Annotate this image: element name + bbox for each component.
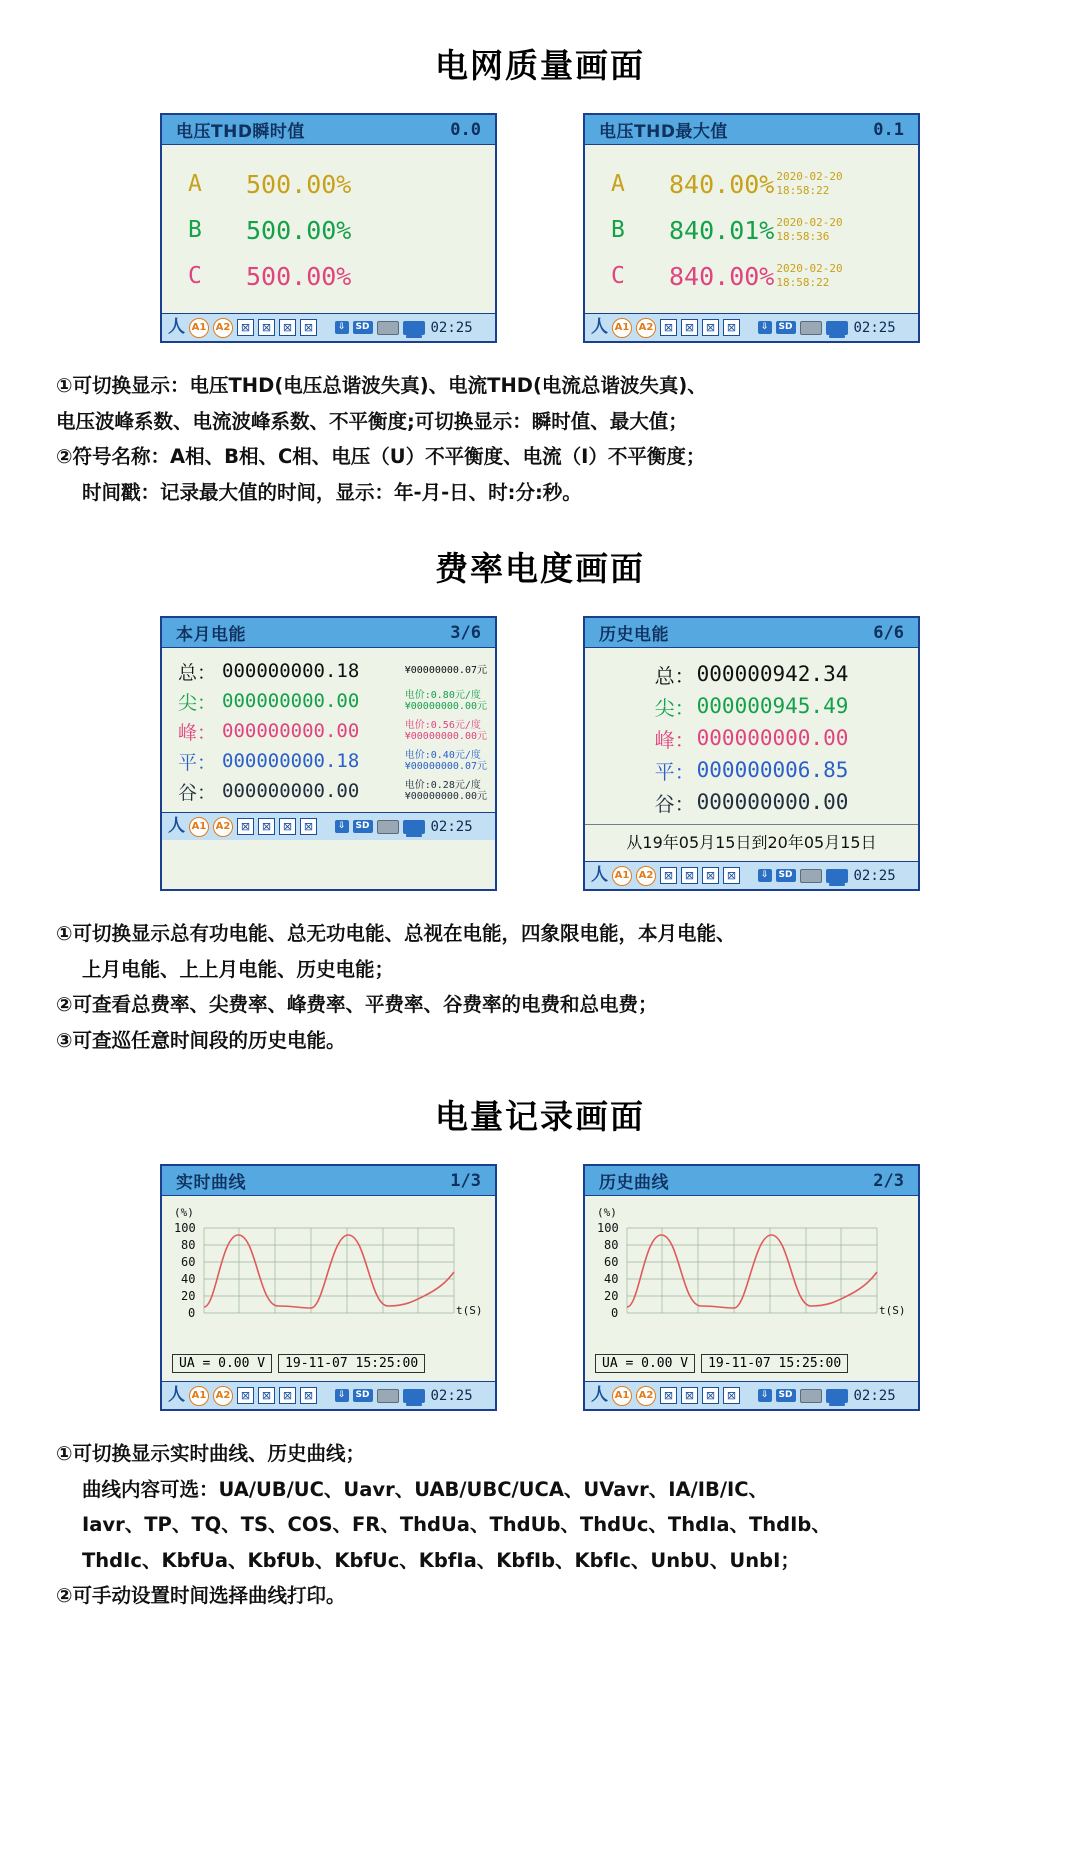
person-icon: 人 [591,317,608,337]
person-icon: 人 [168,317,185,337]
table-row [585,207,918,253]
channel-value-field[interactable]: UA = 0.00 V [172,1354,272,1373]
computer-icon [403,1389,425,1403]
timestamp-time: 18:58:22 [776,276,830,289]
screen-title: 实时曲线 [176,1173,246,1194]
row-label: 总： [654,663,695,688]
phase-value: 840.00% [669,169,775,199]
note-line: 电压波峰系数、电流波峰系数、不平衡度;可切换显示：瞬时值、最大值； [56,409,688,433]
network-icon: ⇩ [758,869,772,882]
curve-body [585,1196,918,1381]
row-value: 000000000.00 [222,720,360,743]
table-row [162,686,495,716]
flag-icon: ⊠ [237,319,254,336]
clock-label: 02:25 [430,818,473,835]
screen-realtime-curve[interactable] [160,1164,497,1411]
network-icon: ⇩ [758,321,772,334]
computer-icon [826,1389,848,1403]
curve-plot [166,1202,491,1352]
row-cost [405,780,487,803]
timestamp-date: 2020-02-20 [776,216,843,230]
sd-card-icon: SD [353,321,373,334]
status-bar [585,313,918,341]
computer-icon [826,321,848,335]
row-value: 000000945.49 [696,694,849,719]
table-row [162,746,495,776]
table-row [585,786,918,818]
row-label: 谷： [654,791,695,816]
curve-readout-bar [166,1352,491,1377]
alarm1-badge: A1 [189,1386,209,1406]
phase-value: 500.00% [246,215,352,245]
table-row [585,658,918,690]
table-row [585,754,918,786]
status-bar [585,1381,918,1409]
keyboard-icon [800,1389,822,1403]
flag-icon: ⊠ [300,319,317,336]
flag-icon: ⊠ [702,319,719,336]
svg-text:0: 0 [611,1306,619,1321]
row-label: 尖： [178,691,217,714]
curve-body [162,1196,495,1381]
screen-header [585,618,918,648]
screen-title: 电压THD最大值 [599,122,728,142]
curve-svg [166,1202,491,1352]
screen-header [162,618,495,648]
svg-text:t(S): t(S) [879,1304,906,1318]
status-bar [585,861,918,889]
screen-title: 本月电能 [176,625,246,646]
notes-energy [0,891,1080,1057]
cost-line1: 电价:0.56元/度 [404,719,481,731]
flag-icon: ⊠ [681,1387,698,1404]
table-row [585,253,918,299]
flag-icon: ⊠ [660,867,677,884]
status-bar [162,812,495,840]
row-cost [405,750,487,773]
cost-line2: ¥00000000.00元 [404,731,487,743]
svg-text:t(S): t(S) [456,1304,483,1318]
note-line: ②可手动设置时间选择曲线打印。 [56,1584,346,1608]
timestamp-time: 18:58:36 [776,230,830,243]
note-line: Iavr、TP、TQ、TS、COS、FR、ThdUa、ThdUb、ThdUc、ThdIa、ThdIb、 [82,1513,831,1537]
status-bar [162,313,495,341]
person-icon: 人 [591,865,608,886]
flag-icon: ⊠ [723,1387,740,1404]
flag-icon: ⊠ [279,1387,296,1404]
note-line: ②符号名称：A相、B相、C相、电压（U）不平衡度、电流（I）不平衡度； [56,445,706,469]
row-label: 尖： [654,695,695,720]
clock-label: 02:25 [853,1387,896,1404]
phase-label: B [611,217,625,243]
screen-row-energy [0,616,1080,891]
screen-month-energy[interactable] [160,616,497,891]
computer-icon [403,820,425,834]
table-row [162,716,495,746]
screen-title: 电压THD瞬时值 [176,122,305,142]
timestamp-date: 2020-02-20 [776,170,843,184]
svg-text:100: 100 [597,1221,619,1236]
section-title-record: 电量记录画面 [435,1097,645,1137]
table-row [585,722,918,754]
screen-header-value: 0.1 [873,119,904,140]
screen-row-power-quality [0,113,1080,343]
flag-icon: ⊠ [723,867,740,884]
flag-icon: ⊠ [258,818,275,835]
row-label: 峰： [178,721,217,744]
document-page [0,40,1080,1655]
alarm1-badge: A1 [612,1386,632,1406]
flag-icon: ⊠ [702,867,719,884]
timestamp [776,170,842,198]
svg-text:0: 0 [188,1306,196,1321]
row-cost [405,665,487,677]
sd-card-icon: SD [353,1389,373,1402]
screen-title: 历史电能 [599,625,669,646]
screen-page-indicator: 2/3 [873,1170,904,1191]
svg-text:80: 80 [604,1238,619,1253]
timestamp [776,216,842,244]
alarm1-badge: A1 [612,866,632,886]
svg-text:40: 40 [604,1272,619,1287]
svg-text:80: 80 [181,1238,196,1253]
svg-text:100: 100 [174,1221,196,1236]
sd-card-icon: SD [353,820,373,833]
screen-title: 历史曲线 [599,1173,669,1194]
svg-text:60: 60 [604,1255,619,1270]
section-title-tariff-energy: 费率电度画面 [435,549,645,589]
screen-row-curves [0,1164,1080,1411]
row-value: 000000000.00 [222,780,360,803]
svg-text:20: 20 [181,1289,196,1304]
flag-icon: ⊠ [300,818,317,835]
table-row [162,161,495,207]
phase-value: 840.00% [669,261,775,291]
sd-card-icon: SD [776,869,796,882]
curve-plot [589,1202,914,1352]
curve-readout-bar [589,1352,914,1377]
svg-text:60: 60 [181,1255,196,1270]
cost-line1: 电价:0.28元/度 [404,779,481,791]
cost-line1: 电价:0.40元/度 [404,749,481,761]
person-icon: 人 [168,1385,185,1406]
row-value: 000000000.18 [222,750,360,773]
keyboard-icon [377,820,399,834]
table-row [162,656,495,686]
table-row [162,253,495,299]
timestamp [776,262,842,290]
table-row [162,207,495,253]
timestamp-field[interactable]: 19-11-07 15:25:00 [701,1354,848,1373]
phase-label: B [188,217,202,243]
network-icon: ⇩ [335,820,349,833]
screen-page-indicator: 3/6 [450,622,481,643]
clock-label: 02:25 [853,319,896,336]
section-title-power-quality: 电网质量画面 [435,46,645,85]
timestamp-date: 2020-02-20 [776,262,843,276]
keyboard-icon [800,321,822,335]
screen-history-curve[interactable] [583,1164,920,1411]
screen-header [162,115,495,145]
screen-header-value: 0.0 [450,119,481,140]
note-line: ①可切换显示总有功电能、总无功电能、总视在电能，四象限电能，本月电能、 [56,922,736,946]
person-icon: 人 [168,816,185,837]
sd-card-icon: SD [776,321,796,334]
computer-icon [826,869,848,883]
screen-thd-max[interactable] [583,113,920,343]
note-line: ThdIc、KbfUa、KbfUb、KbfUc、KbfIa、KbfIb、KbfIc、UnbU、UnbI； [82,1548,800,1572]
channel-value-field[interactable]: UA = 0.00 V [595,1354,695,1373]
clock-label: 02:25 [853,867,896,884]
flag-icon: ⊠ [279,818,296,835]
alarm2-badge: A2 [636,1386,656,1406]
notes-record [0,1411,1080,1613]
row-label: 谷： [178,781,217,804]
phase-value: 500.00% [246,169,352,199]
sd-card-icon: SD [776,1389,796,1402]
alarm2-badge: A2 [213,318,233,338]
clock-label: 02:25 [430,1387,473,1404]
cost-line1: ¥00000000.07元 [404,665,487,677]
svg-text:(%): (%) [174,1206,194,1220]
note-line: ①可切换显示实时曲线、历史曲线； [56,1442,366,1466]
alarm2-badge: A2 [213,1386,233,1406]
svg-text:40: 40 [181,1272,196,1287]
row-value: 000000000.00 [222,690,360,713]
screen-page-indicator: 1/3 [450,1170,481,1191]
svg-text:20: 20 [604,1289,619,1304]
phase-value: 500.00% [246,261,352,291]
note-line: ③可查巡任意时间段的历史电能。 [56,1028,346,1052]
alarm2-badge: A2 [636,318,656,338]
row-label: 总： [178,661,217,684]
screen-header [585,1166,918,1196]
clock-label: 02:25 [430,319,473,336]
flag-icon: ⊠ [723,319,740,336]
flag-icon: ⊠ [258,1387,275,1404]
alarm2-badge: A2 [213,817,233,837]
cost-line2: ¥00000000.00元 [404,701,487,713]
phase-label: C [611,263,625,289]
phase-label: A [188,171,202,197]
flag-icon: ⊠ [237,818,254,835]
curve-svg [589,1202,914,1352]
person-icon: 人 [591,1385,608,1406]
screen-page-indicator: 6/6 [873,622,904,643]
flag-icon: ⊠ [279,319,296,336]
row-value: 000000000.00 [696,726,849,751]
energy-body [162,648,495,812]
alarm1-badge: A1 [189,318,209,338]
row-label: 平： [178,751,217,774]
row-cost [405,720,487,743]
energy-history-body [585,648,918,861]
row-value: 000000000.18 [222,660,360,683]
phase-value: 840.01% [669,215,775,245]
alarm1-badge: A1 [189,817,209,837]
note-line: 曲线内容可选：UA/UB/UC、Uavr、UAB/UBC/UCA、UVavr、IA/IB/IC、 [82,1477,769,1501]
screen-history-energy[interactable] [583,616,920,891]
row-value: 000000000.00 [696,790,849,815]
thd-body [585,145,918,313]
cost-line1: 电价:0.80元/度 [404,689,481,701]
row-label: 峰： [654,727,695,752]
phase-label: A [611,171,625,197]
cost-line2: ¥00000000.00元 [404,791,487,803]
screen-header [162,1166,495,1196]
date-range-label: 从19年05月15日到20年05月15日 [585,824,918,857]
flag-icon: ⊠ [660,1387,677,1404]
table-row [585,161,918,207]
flag-icon: ⊠ [258,319,275,336]
note-line: ②可查看总费率、尖费率、峰费率、平费率、谷费率的电费和总电费； [56,993,658,1017]
network-icon: ⇩ [335,321,349,334]
keyboard-icon [377,321,399,335]
flag-icon: ⊠ [681,867,698,884]
thd-body [162,145,495,313]
notes-power-quality [0,343,1080,509]
flag-icon: ⊠ [681,319,698,336]
flag-icon: ⊠ [237,1387,254,1404]
cost-line2: ¥00000000.07元 [404,761,487,773]
timestamp-time: 18:58:22 [776,184,830,197]
flag-icon: ⊠ [300,1387,317,1404]
keyboard-icon [800,869,822,883]
svg-text:(%): (%) [597,1206,617,1220]
screen-thd-instant[interactable] [160,113,497,343]
screen-header [585,115,918,145]
table-row [585,690,918,722]
row-value: 000000006.85 [696,758,849,783]
computer-icon [403,321,425,335]
network-icon: ⇩ [335,1389,349,1402]
note-line: 上月电能、上上月电能、历史电能； [82,957,395,981]
note-line: 时间戳：记录最大值的时间，显示：年-月-日、时:分:秒。 [82,480,582,504]
status-bar [162,1381,495,1409]
flag-icon: ⊠ [660,319,677,336]
row-value: 000000942.34 [696,662,849,687]
alarm2-badge: A2 [636,866,656,886]
alarm1-badge: A1 [612,318,632,338]
row-cost [405,690,487,713]
phase-label: C [188,263,202,289]
keyboard-icon [377,1389,399,1403]
flag-icon: ⊠ [702,1387,719,1404]
timestamp-field[interactable]: 19-11-07 15:25:00 [278,1354,425,1373]
network-icon: ⇩ [758,1389,772,1402]
table-row [162,776,495,806]
row-label: 平： [654,759,695,784]
note-line: ①可切换显示：电压THD(电压总谐波失真)、电流THD(电流总谐波失真)、 [56,374,707,397]
